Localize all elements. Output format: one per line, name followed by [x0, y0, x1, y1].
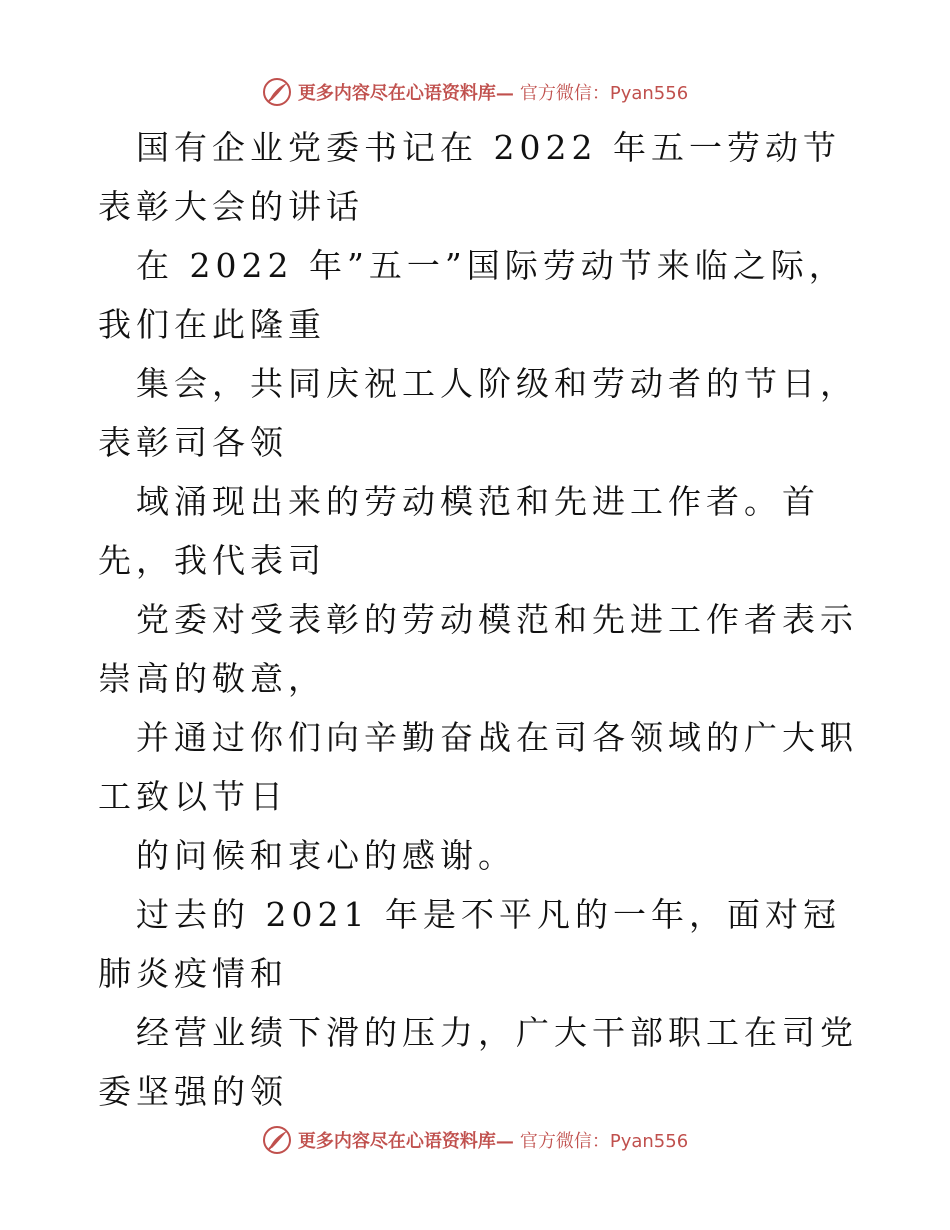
paragraph: 的问候和衷心的感谢。 — [136, 836, 516, 875]
paragraph: 域涌现出来的劳动模范和先进工作者。首先，我代表司 — [98, 482, 820, 580]
feather-logo-icon — [262, 1125, 292, 1155]
banner-main-text: 更多内容尽在心语资料库— — [297, 83, 514, 104]
paragraph: 在 2022 年”五一”国际劳动节来临之际，我们在此隆重 — [98, 246, 847, 344]
paragraph: 党委对受表彰的劳动模范和先进工作者表示崇高的敬意， — [98, 600, 858, 698]
paragraph: 经营业绩下滑的压力，广大干部职工在司党委坚强的领 — [98, 1013, 858, 1111]
paragraph: 过去的 2021 年是不平凡的一年，面对冠肺炎疫情和 — [98, 895, 841, 993]
header-banner — [0, 72, 950, 112]
banner-wechat-text: 官方微信：Pyan556 — [519, 83, 689, 104]
banner-main-text: 更多内容尽在心语资料库— — [297, 1131, 514, 1152]
paragraph: 集会，共同庆祝工人阶级和劳动者的节日，表彰司各领 — [98, 364, 858, 462]
banner-wechat-text: 官方微信：Pyan556 — [519, 1131, 689, 1152]
feather-logo-icon — [262, 77, 292, 107]
footer-banner — [0, 1120, 950, 1160]
document-body — [98, 118, 858, 1121]
paragraph: 国有企业党委书记在 2022 年五一劳动节表彰大会的讲话 — [98, 128, 841, 226]
paragraph: 并通过你们向辛勤奋战在司各领域的广大职工致以节日 — [98, 718, 858, 816]
